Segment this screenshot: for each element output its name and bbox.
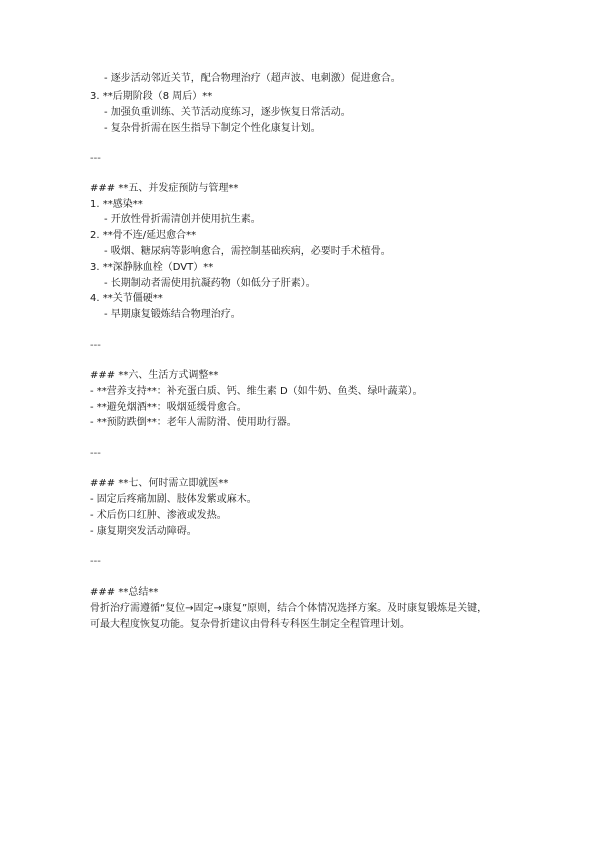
separator: --- <box>90 340 101 351</box>
numbered-item: 4. **关节僵硬** <box>90 293 163 304</box>
numbered-item: 2. **骨不连/延迟愈合** <box>90 230 197 241</box>
bullet-line: - **预防跌倒**：老年人需防滑、使用助行器。 <box>90 417 297 428</box>
numbered-item: 3. **后期阶段（8 周后）** <box>90 91 213 102</box>
bullet-line: - **避免烟酒**：吸烟延缓骨愈合。 <box>90 402 247 413</box>
section-heading: ### **五、并发症预防与管理** <box>90 183 239 194</box>
bullet-line: - 开放性骨折需清创并使用抗生素。 <box>104 214 261 225</box>
section-heading: ### **六、生活方式调整** <box>90 370 219 381</box>
bullet-line: - 固定后疼痛加剧、肢体发紫或麻木。 <box>90 494 257 505</box>
separator: --- <box>90 556 101 567</box>
separator: --- <box>90 153 101 164</box>
summary-paragraph-line: 可最大程度恢复功能。复杂骨折建议由骨科专科医生制定全程管理计划。 <box>90 619 410 630</box>
numbered-item: 3. **深静脉血栓（DVT）** <box>90 262 214 273</box>
bullet-line: - 早期康复锻炼结合物理治疗。 <box>104 309 241 320</box>
section-heading: ### **七、何时需立即就医** <box>90 478 229 489</box>
bullet-line: - 术后伤口红肿、渗液或发热。 <box>90 510 227 521</box>
summary-paragraph-line: 骨折治疗需遵循“复位→固定→康复”原则，结合个体情况选择方案。及时康复锻炼是关键， <box>90 603 488 614</box>
bullet-line: - 复杂骨折需在医生指导下制定个性化康复计划。 <box>104 123 321 134</box>
numbered-item: 1. **感染** <box>90 199 143 210</box>
bullet-line: - 加强负重训练、关节活动度练习，逐步恢复日常活动。 <box>104 107 351 118</box>
separator: --- <box>90 448 101 459</box>
bullet-line: - 吸烟、糖尿病等影响愈合，需控制基础疾病，必要时手术植骨。 <box>104 246 391 257</box>
bullet-line: - 康复期突发活动障碍。 <box>90 526 197 537</box>
section-heading: ### **总结** <box>90 587 159 598</box>
bullet-line: - 逐步活动邻近关节，配合物理治疗（超声波、电刺激）促进愈合。 <box>104 73 401 84</box>
bullet-line: - **营养支持**：补充蛋白质、钙、维生素 D（如牛奶、鱼类、绿叶蔬菜）。 <box>90 386 423 397</box>
bullet-line: - 长期制动者需使用抗凝药物（如低分子肝素）。 <box>104 278 316 289</box>
